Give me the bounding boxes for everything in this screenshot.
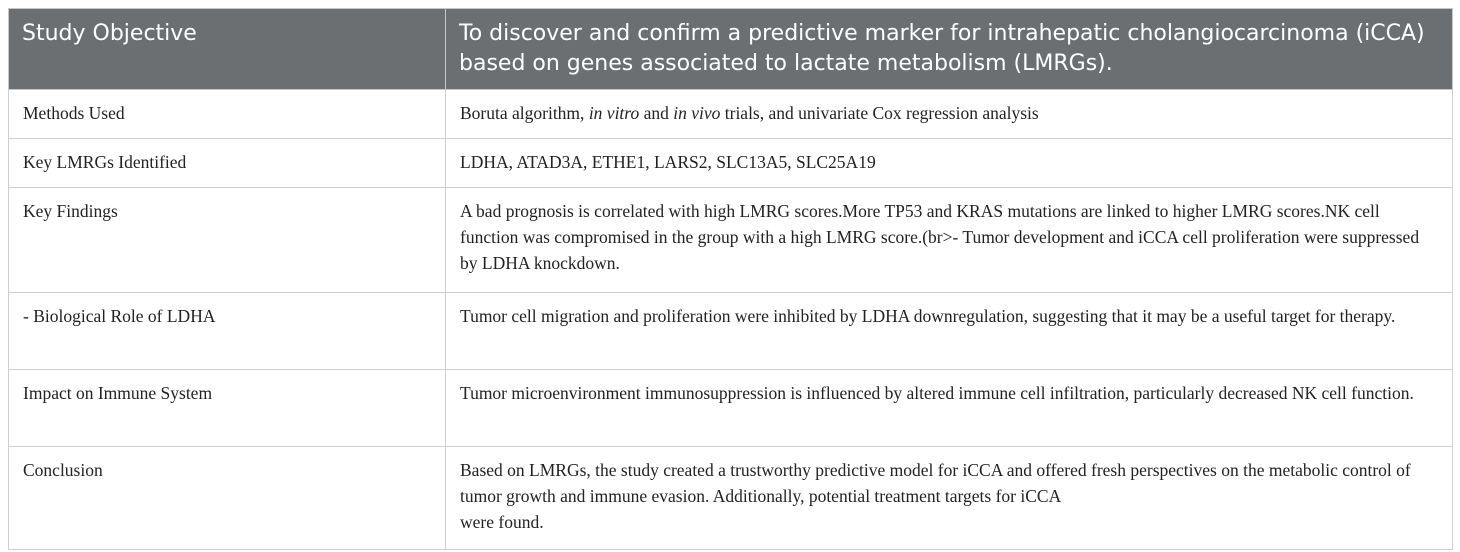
row-value-biological-role: Tumor cell migration and proliferation were inhibited by LDHA downregulation, suggesting that it may be a useful target for therapy. xyxy=(446,293,1453,370)
table-row-key-findings xyxy=(9,188,1453,293)
table-row-key-lmrgs xyxy=(9,139,1453,188)
row-value-immune-impact: Tumor microenvironment immunosuppression is influenced by altered immune cell infiltration, particularly decreased NK cell function. xyxy=(446,370,1453,447)
row-value-methods-used xyxy=(446,90,1453,139)
methods-text-part-1: Boruta algorithm, xyxy=(460,103,589,123)
table-row-methods-used xyxy=(9,90,1453,139)
row-value-key-lmrgs: LDHA, ATAD3A, ETHE1, LARS2, SLC13A5, SLC25A19 xyxy=(446,139,1453,188)
conclusion-line-2: were found. xyxy=(460,512,544,532)
header-study-objective-value: To discover and confirm a predictive marker for intrahepatic cholangiocarcinoma (iCCA) based on genes associated to lactate metabolism (LMRGs). xyxy=(446,9,1453,90)
methods-text-part-3: and xyxy=(639,103,674,123)
header-study-objective-label: Study Objective xyxy=(9,9,446,90)
study-summary-table xyxy=(8,8,1453,550)
row-value-conclusion xyxy=(446,447,1453,550)
methods-text-in-vitro: in vitro xyxy=(588,103,640,123)
table-header-row xyxy=(9,9,1453,90)
methods-text-in-vivo: in vivo xyxy=(673,103,721,123)
row-label-biological-role: - Biological Role of LDHA xyxy=(9,293,446,370)
table-row-conclusion xyxy=(9,447,1453,550)
row-label-key-findings: Key Findings xyxy=(9,188,446,293)
conclusion-line-1: Based on LMRGs, the study created a trustworthy predictive model for iCCA and offered fresh perspectives on the metabolic control of tumor growth and immune evasion. Additionally, potential treatment targets for iCCA xyxy=(460,460,1411,506)
row-label-immune-impact: Impact on Immune System xyxy=(9,370,446,447)
table-row-biological-role xyxy=(9,293,1453,370)
row-label-methods-used: Methods Used xyxy=(9,90,446,139)
methods-text-part-5: trials, and univariate Cox regression analysis xyxy=(720,103,1039,123)
table-row-immune-impact xyxy=(9,370,1453,447)
row-label-key-lmrgs: Key LMRGs Identified xyxy=(9,139,446,188)
row-value-key-findings: A bad prognosis is correlated with high LMRG scores.More TP53 and KRAS mutations are linked to higher LMRG scores.NK cell function was compromised in the group with a high LMRG score.(br>- Tumor development and iCCA cell proliferation were suppressed by LDHA knockdown. xyxy=(446,188,1453,293)
row-label-conclusion: Conclusion xyxy=(9,447,446,550)
study-summary-table-container xyxy=(8,8,1452,550)
